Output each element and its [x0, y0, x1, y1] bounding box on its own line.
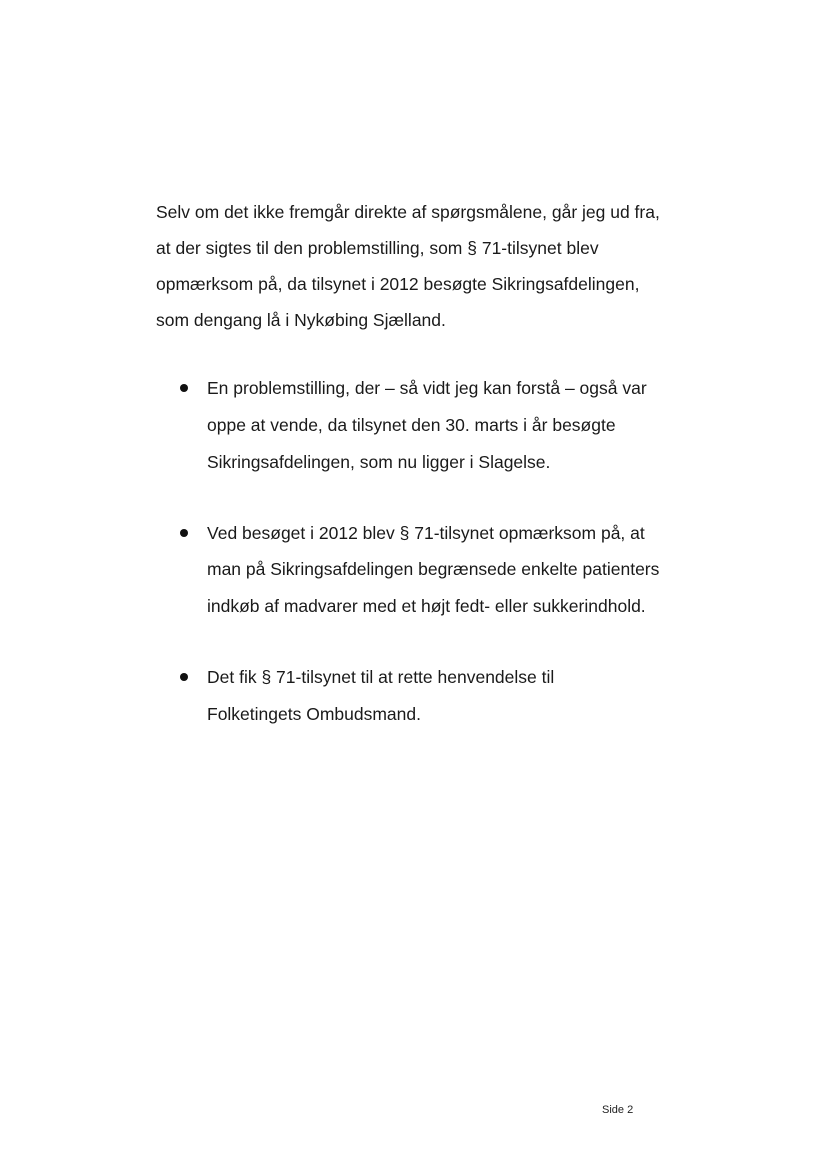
- bullet-icon: [180, 673, 188, 681]
- bullet-line: man på Sikringsafdelingen begrænsede enkelte patienters: [207, 559, 660, 579]
- paragraph-line: som dengang lå i Nykøbing Sjælland.: [156, 310, 446, 330]
- bullet-line: Det fik § 71-tilsynet til at rette henvendelse til: [207, 667, 555, 687]
- bullet-icon: [180, 384, 188, 392]
- bullet-line: Folketingets Ombudsmand.: [207, 704, 421, 724]
- bullet-line: oppe at vende, da tilsynet den 30. marts i år besøgte: [207, 415, 616, 435]
- bullet-line: indkøb af madvarer med et højt fedt- eller sukkerindhold.: [207, 596, 646, 616]
- page-number: Side 2: [602, 1104, 634, 1116]
- bullet-icon: [180, 529, 188, 537]
- paragraph-line: at der sigtes til den problemstilling, som § 71-tilsynet blev: [156, 238, 599, 258]
- bullet-line: En problemstilling, der – så vidt jeg kan forstå – også var: [207, 378, 647, 398]
- paragraph-line: Selv om det ikke fremgår direkte af spørgsmålene, går jeg ud fra,: [156, 202, 660, 222]
- bullet-line: Sikringsafdelingen, som nu ligger i Slagelse.: [207, 452, 551, 472]
- paragraph-line: opmærksom på, da tilsynet i 2012 besøgte Sikringsafdelingen,: [156, 274, 640, 294]
- bullet-line: Ved besøget i 2012 blev § 71-tilsynet opmærksom på, at: [207, 523, 645, 543]
